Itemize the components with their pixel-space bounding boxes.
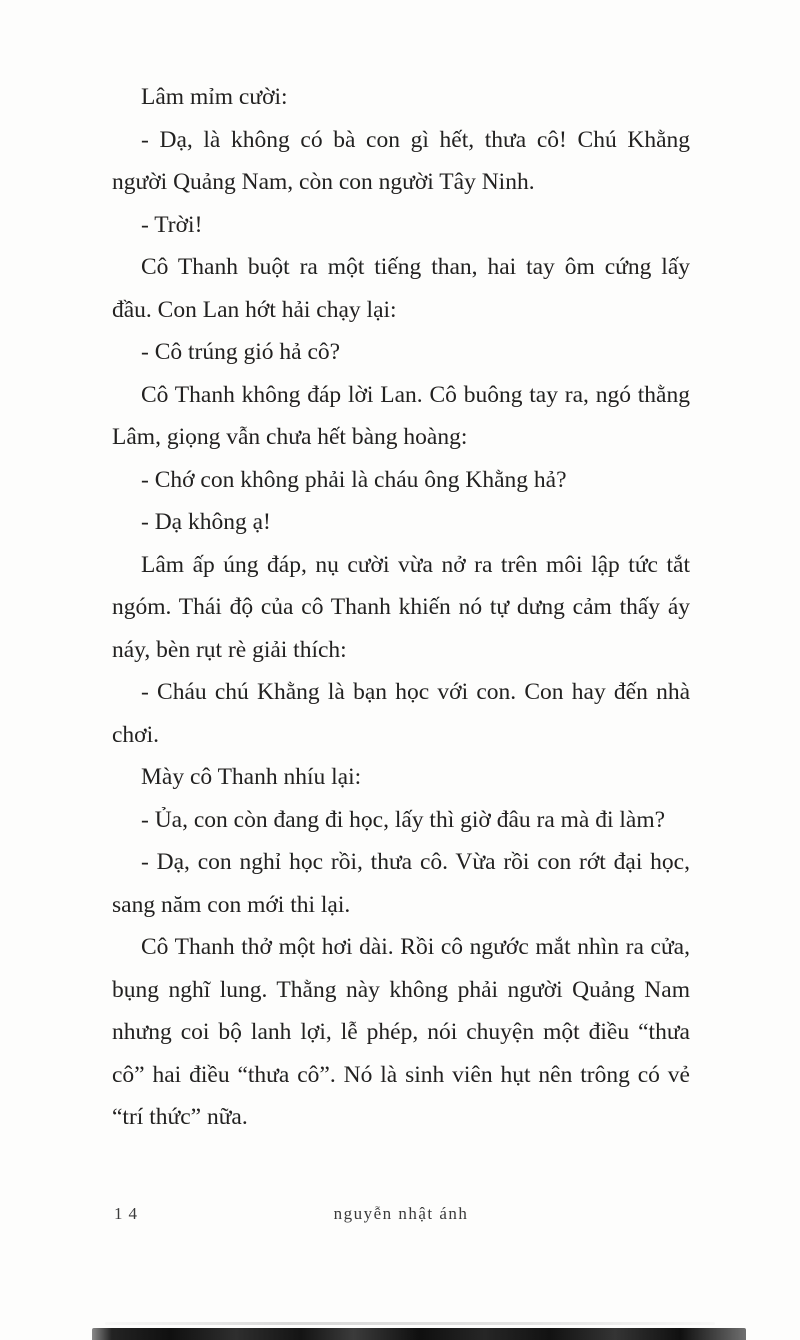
scan-shadow-artifact	[105, 1322, 715, 1325]
paragraph: - Dạ, con nghỉ học rồi, thưa cô. Vừa rồi con rớt đại học, sang năm con mới thi lại.	[112, 849, 690, 918]
paragraph: - Cô trúng gió hả cô?	[141, 339, 341, 365]
paragraph: - Ủa, con còn đang đi học, lấy thì giờ đâu ra mà đi làm?	[141, 806, 666, 833]
paragraph: - Trời!	[141, 211, 203, 238]
paragraph: Lâm ấp úng đáp, nụ cười vừa nở ra trên môi lập tức tắt ngóm. Thái độ của cô Thanh khiến nó tự dưng cảm thấy áy náy, bèn rụt rè giải thích:	[112, 551, 690, 663]
bottom-scan-artifact	[92, 1328, 746, 1340]
paragraph: - Dạ không ạ!	[141, 509, 271, 535]
paragraph: Lâm mỉm cười:	[141, 84, 288, 110]
paragraph: - Dạ, là không có bà con gì hết, thưa cô! Chú Khằng người Quảng Nam, còn con người Tây Ninh.	[112, 126, 690, 195]
paragraph: Cô Thanh buột ra một tiếng than, hai tay ôm cứng lấy đầu. Con Lan hớt hải chạy lại:	[112, 254, 690, 323]
page-footer	[112, 1204, 690, 1234]
running-title: nguyễn nhật ánh	[333, 1204, 469, 1223]
paragraph: - Chớ con không phải là cháu ông Khằng hả?	[141, 466, 567, 493]
body-text	[112, 76, 690, 1139]
paragraph: Mày cô Thanh nhíu lại:	[141, 764, 362, 790]
paragraph: Cô Thanh không đáp lời Lan. Cô buông tay ra, ngó thằng Lâm, giọng vẫn chưa hết bàng hoàng:	[112, 381, 690, 450]
paragraph: Cô Thanh thở một hơi dài. Rồi cô ngước mắt nhìn ra cửa, bụng nghĩ lung. Thằng này không phải người Quảng Nam nhưng coi bộ lanh lợi, lễ phép, nói chuyện một điều “thưa cô” hai điều “thưa cô”. Nó là sinh viên hụt nên trông có vẻ “trí thức” nữa.	[112, 934, 690, 1130]
page-number: 14	[114, 1204, 143, 1223]
paragraph: - Cháu chú Khằng là bạn học với con. Con hay đến nhà chơi.	[112, 679, 690, 748]
